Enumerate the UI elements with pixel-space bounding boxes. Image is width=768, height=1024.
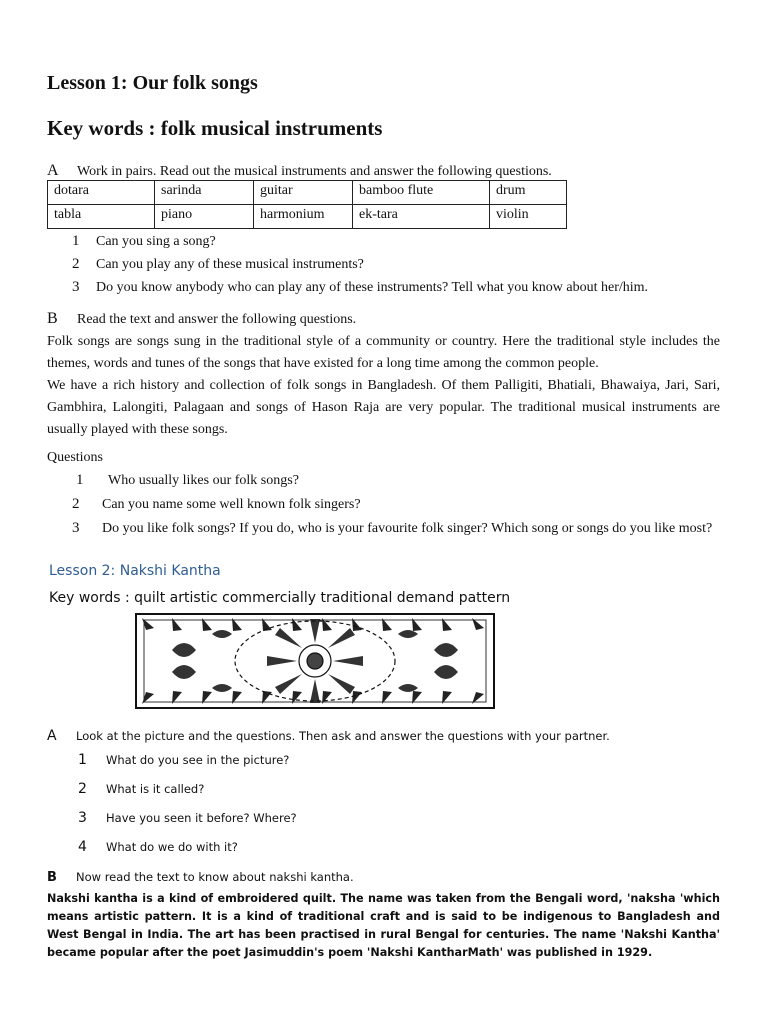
item-number: 3 [72,279,80,295]
list-item [72,279,648,296]
list-item [72,496,361,513]
lesson2-section-b-instruction [47,866,354,885]
item-text: Have you seen it before? Where? [106,811,297,825]
list-item [72,233,216,250]
questions-label: Questions [47,450,103,465]
item-text: Do you like folk songs? If you do, who is your favourite folk singer? Which song or songs do you like most? [102,521,713,536]
table-cell: sarinda [155,181,254,205]
instruction-text: Read the text and answer the following questions. [77,312,357,327]
item-text: Who usually likes our folk songs? [108,473,299,488]
list-item [78,839,238,855]
lesson2-keywords: Key words : quilt artistic commercially traditional demand pattern [49,590,511,606]
section-a-instruction [47,162,552,180]
item-text: Can you play any of these musical instruments? [96,257,364,272]
item-number: 2 [78,781,87,797]
paragraph: Folk songs are songs sung in the traditional style of a community or country. Here the traditional style includes the themes, words and tunes of the songs that have existed for a long time among the common people. [47,334,720,371]
paragraph: Nakshi kantha is a kind of embroidered quilt. The name was taken from the Bengali word, 'naksha 'which means artistic pattern. It is a kind of traditional craft and is said to be indigenous to Bangladesh and West Bengal in India. The art has been practised in rural Bengal for centuries. The name 'Nakshi Kantha' became popular after the poet Jasimuddin's poem 'Nakshi KantharMath' was published in 1929. [47,892,720,959]
item-number: 1 [78,752,87,768]
item-number: 4 [78,839,87,855]
item-number: 2 [72,496,80,512]
table-cell: ek-tara [353,205,490,229]
section-letter: A [47,728,57,744]
list-item [76,472,299,489]
instruction-text: Work in pairs. Read out the musical instruments and answer the following questions. [77,164,552,179]
list-item [78,810,297,826]
item-number: 1 [72,233,80,249]
item-number: 1 [76,472,84,488]
list-item [72,256,364,273]
item-text: What do you see in the picture? [106,753,290,767]
table-cell: bamboo flute [353,181,490,205]
table-cell: guitar [254,181,353,205]
lesson1-title: Lesson 1: Our folk songs [47,72,258,94]
lesson1-keywords: Key words : folk musical instruments [47,116,383,140]
table-cell: violin [490,205,567,229]
table-row [48,205,567,229]
item-number: 2 [72,256,80,272]
section-letter: B [47,310,58,327]
lesson2-title: Lesson 2: Nakshi Kantha [49,563,221,579]
list-item [78,752,289,768]
instruction-text: Now read the text to know about nakshi kantha. [76,870,354,884]
item-text: Do you know anybody who can play any of these instruments? Tell what you know about her/him. [96,280,649,295]
paragraph: We have a rich history and collection of folk songs in Bangladesh. Of them Palligiti, Bhatiali, Bhawaiya, Jari, Sari, Gambhira, Lalongiti, Palagaan and songs of Hason Raja are very popular. The traditional musical instruments are usually played with these songs. [47,378,720,437]
list-item [78,781,204,797]
table-cell: harmonium [254,205,353,229]
item-number: 3 [78,810,87,826]
table-row [48,181,567,205]
list-item [72,520,720,538]
item-text: What is it called? [106,782,205,796]
item-text: Can you sing a song? [96,234,216,249]
instruction-text: Look at the picture and the questions. Then ask and answer the questions with your partner. [76,729,610,743]
nakshi-kantha-quilt-icon [132,610,498,712]
section-b-instruction [47,310,356,328]
table-cell: dotara [48,181,155,205]
section-letter: A [47,162,59,179]
instruments-table [47,180,567,229]
table-cell: tabla [48,205,155,229]
item-text: Can you name some well known folk singers? [102,497,361,512]
table-cell: drum [490,181,567,205]
item-text: What do we do with it? [106,840,238,854]
section-letter: B [47,870,57,885]
item-number: 3 [72,520,80,536]
table-cell: piano [155,205,254,229]
lesson2-section-a-instruction [47,725,610,744]
